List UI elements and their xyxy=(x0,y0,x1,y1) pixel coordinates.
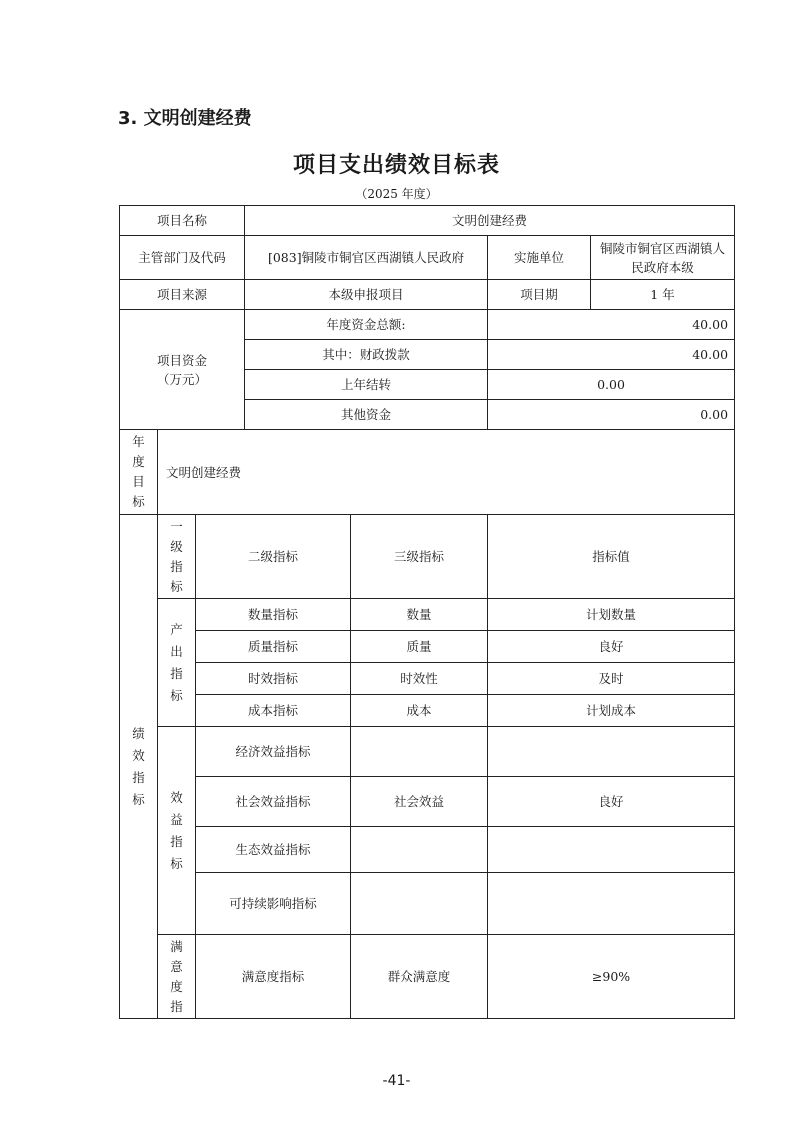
table-row xyxy=(120,310,735,340)
table-row xyxy=(120,206,735,236)
table-row xyxy=(120,430,735,515)
output-value: 计划数量 xyxy=(488,599,735,631)
fiscal-value: 40.00 xyxy=(488,340,735,370)
benefit-value xyxy=(488,727,735,777)
output-l3: 时效性 xyxy=(351,663,488,695)
indicator-group-label xyxy=(120,515,158,1019)
output-l2: 质量指标 xyxy=(196,631,351,663)
satisfaction-value: ≥90% xyxy=(488,935,735,1019)
carry-value: 0.00 xyxy=(488,370,735,400)
table-row xyxy=(120,695,735,727)
table-row xyxy=(120,236,735,280)
funds-label-line1: 项目资金 xyxy=(157,352,208,368)
output-l2: 时效指标 xyxy=(196,663,351,695)
benefit-l3 xyxy=(351,873,488,935)
output-label-text: 产出指标 xyxy=(170,621,183,703)
table-title: 项目支出绩效目标表 xyxy=(292,153,500,178)
carry-label: 上年结转 xyxy=(245,370,488,400)
benefit-l2: 社会效益指标 xyxy=(196,777,351,827)
output-label xyxy=(158,599,196,727)
benefit-value xyxy=(488,827,735,873)
benefit-l2-text: 可持续影响指标 xyxy=(229,896,317,911)
funds-label xyxy=(120,310,245,430)
output-l3: 成本 xyxy=(351,695,488,727)
output-value: 及时 xyxy=(488,663,735,695)
output-l2: 数量指标 xyxy=(196,599,351,631)
benefit-value xyxy=(488,873,735,935)
table-row xyxy=(120,777,735,827)
satisfaction-l3: 群众满意度 xyxy=(351,935,488,1019)
impl-label: 实施单位 xyxy=(488,236,591,280)
satisfaction-label xyxy=(158,935,196,1019)
header-level1-text: 一级指标 xyxy=(170,518,183,594)
total-value: 40.00 xyxy=(488,310,735,340)
project-name-value: 文明创建经费 xyxy=(245,206,735,236)
total-label: 年度资金总额: xyxy=(245,310,488,340)
benefit-l3: 社会效益 xyxy=(351,777,488,827)
funds-label-line2: （万元） xyxy=(157,371,208,387)
header-value: 指标值 xyxy=(488,515,735,599)
dept-value: [083]铜陵市铜官区西湖镇人民政府 xyxy=(245,236,488,280)
other-value: 0.00 xyxy=(488,400,735,430)
table-row xyxy=(120,663,735,695)
output-l3: 数量 xyxy=(351,599,488,631)
page-number: -41- xyxy=(382,1073,411,1089)
benefit-l3 xyxy=(351,727,488,777)
table-row xyxy=(120,935,735,1019)
satisfaction-label-text: 满意度指 xyxy=(170,938,183,1014)
indicator-group-text: 绩效指标 xyxy=(132,725,145,807)
benefit-l2: 经济效益指标 xyxy=(196,727,351,777)
table-row xyxy=(120,599,735,631)
benefit-l2 xyxy=(196,873,351,935)
table-row xyxy=(120,631,735,663)
header-level3: 三级指标 xyxy=(351,515,488,599)
performance-table xyxy=(119,205,735,1019)
project-name-label: 项目名称 xyxy=(120,206,245,236)
satisfaction-l2: 满意度指标 xyxy=(196,935,351,1019)
table-row xyxy=(120,827,735,873)
output-value: 计划成本 xyxy=(488,695,735,727)
benefit-label xyxy=(158,727,196,935)
fiscal-label: 其中：财政拨款 xyxy=(245,340,488,370)
other-label: 其他资金 xyxy=(245,400,488,430)
benefit-l3 xyxy=(351,827,488,873)
benefit-l2: 生态效益指标 xyxy=(196,827,351,873)
table-row xyxy=(120,515,735,599)
source-value: 本级申报项目 xyxy=(245,280,488,310)
goal-text: 文明创建经费 xyxy=(158,430,735,515)
period-label: 项目期 xyxy=(488,280,591,310)
header-level1 xyxy=(158,515,196,599)
table-row xyxy=(120,280,735,310)
impl-value: 铜陵市铜官区西湖镇人民政府本级 xyxy=(591,236,735,280)
benefit-label-text: 效益指标 xyxy=(170,789,183,871)
table-row xyxy=(120,873,735,935)
output-l2: 成本指标 xyxy=(196,695,351,727)
output-l3: 质量 xyxy=(351,631,488,663)
source-label: 项目来源 xyxy=(120,280,245,310)
output-value: 良好 xyxy=(488,631,735,663)
goal-label-text: 年度目标 xyxy=(132,434,145,509)
dept-label: 主管部门及代码 xyxy=(120,236,245,280)
table-year: （2025 年度） xyxy=(355,187,438,201)
goal-label xyxy=(120,430,158,515)
benefit-value: 良好 xyxy=(488,777,735,827)
section-heading: 3. 文明创建经费 xyxy=(118,108,252,129)
header-level2: 二级指标 xyxy=(196,515,351,599)
table-row xyxy=(120,727,735,777)
period-value: 1 年 xyxy=(591,280,735,310)
